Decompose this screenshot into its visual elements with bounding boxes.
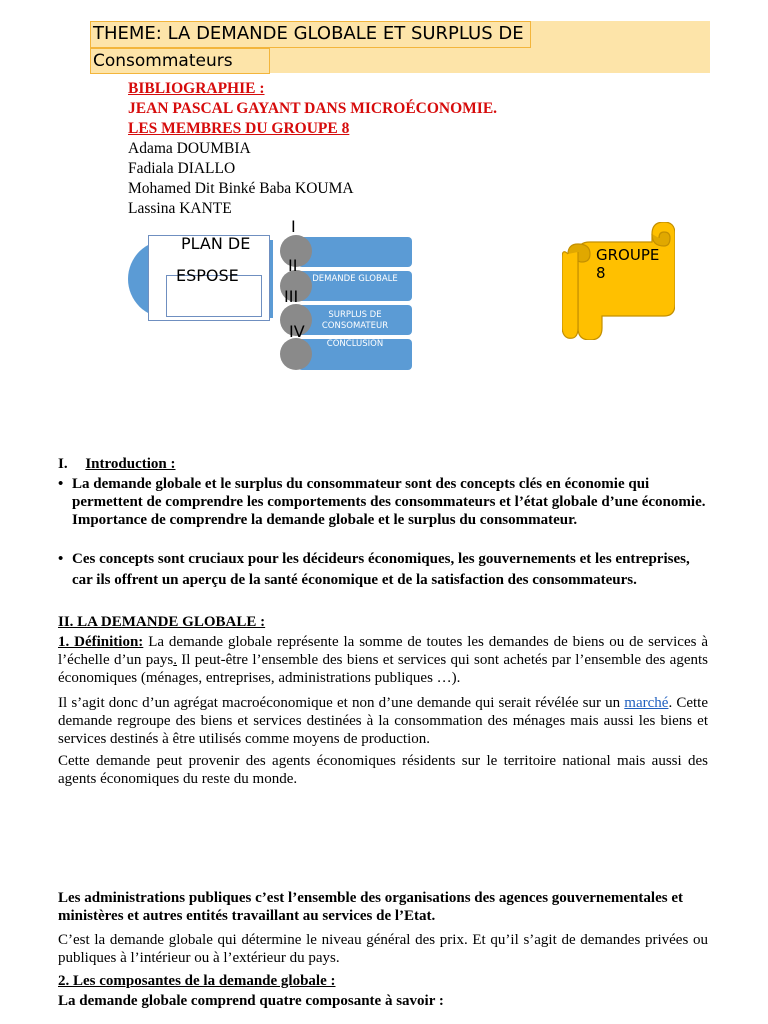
plan-bar-4 <box>298 339 412 370</box>
section2-title: II. LA DEMANDE GLOBALE : <box>58 614 266 630</box>
member-name: Lassina KANTE <box>128 200 232 217</box>
member-name: Mohamed Dit Binké Baba KOUMA <box>128 180 354 197</box>
section1-bullet-2: • Ces concepts sont cruciaux pour les décideurs économiques, les gouvernements et les entreprises, car ils offrent un aperçu de la santé économique et de la satisfaction des consommateurs. <box>58 551 690 588</box>
theme-title: THEME: LA DEMANDE GLOBALE ET SURPLUS DE <box>90 21 531 48</box>
section1-heading: I. Introduction : <box>58 456 176 472</box>
plan-bar-3 <box>298 305 412 335</box>
plan-bar-label: DEMANDE GLOBALE <box>312 274 398 284</box>
price-paragraph: C’est la demande globale qui détermine le niveau général des prix. Et qu’il s’agit de demandes privées ou publiques à l’intérieur ou à l’extérieur du pays. <box>58 932 708 966</box>
components-intro: La demande globale comprend quatre composante à savoir : <box>58 993 444 1009</box>
origin-paragraph: Cette demande peut provenir des agents économiques résidents sur le territoire national mais aussi des agents économiques du reste du monde. <box>58 753 708 787</box>
members-title: LES MEMBRES DU GROUPE 8 <box>128 120 350 137</box>
plan-bar-1 <box>298 237 412 267</box>
plan-bar-label: SURPLUS DE CONSOMATEUR <box>321 310 389 331</box>
components-title: 2. Les composantes de la demande globale : <box>58 973 336 989</box>
member-name: Adama DOUMBIA <box>128 140 251 157</box>
aggregate-paragraph: Il s’agit donc d’un agrégat macroéconomique et non d’une demande qui serait révélée sur un marché. Cette demande regroupe des biens et services destinées à la consommation des ménages mais aussi les biens et services destinés à être utilisés comme moyens de production. <box>58 695 708 747</box>
definition-paragraph: 1. Définition: La demande globale représente la somme de toutes les demandes de biens ou de services à l’échelle d’un pays. Il peut-être l’ensemble des biens et services qui sont achetés par l’ensemble des agents économiques (ménages, entreprises, administrations publiques …). <box>58 634 709 686</box>
plan-title-line1: PLAN DE <box>181 234 251 253</box>
plan-numeral: I <box>291 217 296 236</box>
admin-definition: Les administrations publiques c’est l’ensemble des organisations des agences gouvernementales et ministères et autres entités travaillant au services de l’Etat. <box>58 890 683 924</box>
theme-subtitle: Consommateurs <box>90 48 270 74</box>
plan-numeral: II <box>288 256 298 275</box>
plan-numeral: IV <box>289 322 305 341</box>
plan-title-line2: ESPOSE <box>176 266 239 285</box>
section1-bullet-1: • La demande globale et le surplus du consommateur sont des concepts clés en économie qui permettent de comprendre les comportements des consommateurs et l’état globale d’une économie. Importance de comprendre la demande globale et le surplus du consommateur. <box>58 476 706 528</box>
section1-title: Introduction : <box>85 456 176 472</box>
bibliography-block <box>128 79 497 219</box>
plan-bar-2 <box>298 271 412 301</box>
group-label: GROUPE 8 <box>596 246 660 282</box>
bibliography-title: BIBLIOGRAPHIE : <box>128 80 265 97</box>
plan-bullet-circle <box>280 338 312 370</box>
section1-importance: Importance de comprendre la demande globale et le surplus du consommateur. <box>72 512 578 528</box>
plan-bar-label: CONCLUSION <box>326 339 384 349</box>
plan-numeral: III <box>284 287 299 306</box>
bibliography-reference: JEAN PASCAL GAYANT DANS MICROÉCONOMIE. <box>128 100 498 117</box>
definition-label: 1. Définition: <box>58 634 144 650</box>
member-name: Fadiala DIALLO <box>128 160 236 177</box>
marche-link[interactable]: marché <box>624 695 669 711</box>
